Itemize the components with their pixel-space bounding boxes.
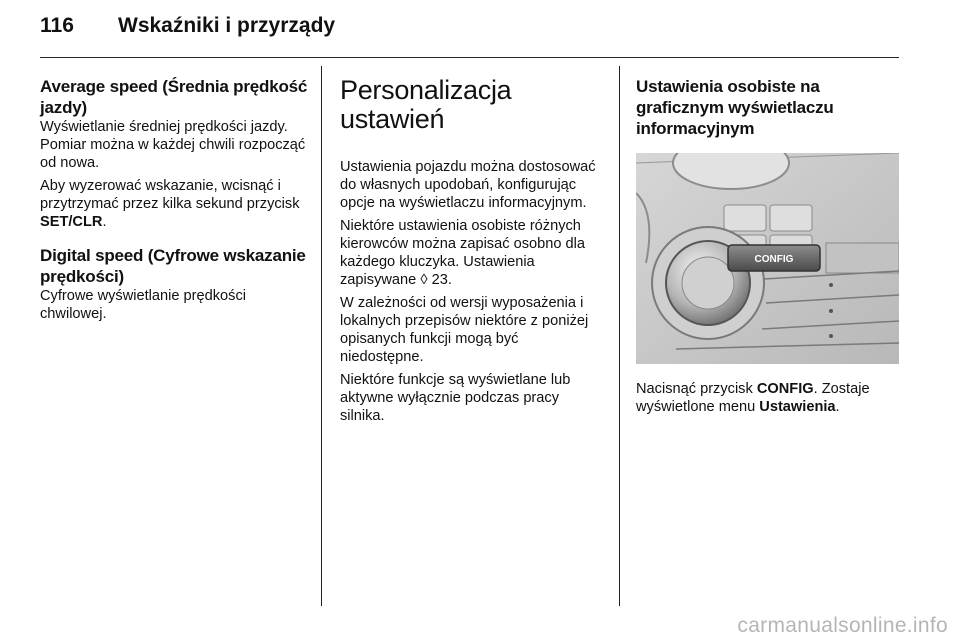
config-instructions [636, 380, 902, 416]
chapter-title: Wskaźniki i przyrządy [118, 14, 336, 37]
personalization-heading: Personalizacja ustawień [340, 75, 512, 134]
column-divider-1 [321, 66, 322, 606]
reset-text: Aby wyzerować wskazanie, wcisnąć i przytrzymać przez kilka sekund przycisk [40, 178, 300, 212]
personalization-engine-note: Niektóre funkcje są wyświetlane lub aktywne wyłącznie podczas pracy silnika. [340, 372, 571, 424]
column-left [40, 76, 308, 328]
digital-speed-heading: Digital speed (Cyfrowe wskazanie prędkości) [40, 246, 306, 286]
keys-note-text: Niektóre ustawienia osobiste różnych kierowców można zapisać osobno dla każdego kluczyka. Ustawienia zapisywane [340, 218, 585, 288]
column-middle [340, 76, 606, 430]
config-text-end: . [835, 399, 840, 415]
set-clr-button-ref: SET/CLR [40, 214, 103, 230]
page-reference-number: 23. [427, 272, 452, 288]
average-speed-heading: Average speed (Średnia prędkość jazdy) [40, 77, 308, 117]
config-text: Nacisnąć przycisk [636, 381, 757, 397]
watermark: carmanualsonline.info [737, 614, 948, 637]
digital-speed-description: Cyfrowe wyświetlanie prędkości chwilowej. [40, 288, 247, 322]
graphic-display-settings-heading: Ustawienia osobiste na graficznym wyświetlaczu informacyjnym [636, 77, 834, 138]
average-speed-reset-instructions [40, 177, 308, 231]
personalization-keys-note [340, 217, 606, 289]
page-number: 116 [40, 14, 74, 37]
config-button-ref: CONFIG [756, 381, 814, 397]
settings-menu-ref: Ustawienia [759, 399, 836, 415]
column-divider-2 [619, 66, 620, 606]
personalization-intro: Ustawienia pojazdu można dostosować do własnych upodobań, konfigurując opcje na wyświetlaczu informacyjnym. [340, 159, 596, 211]
config-button-photo [636, 153, 899, 364]
personalization-availability-note: W zależności od wersji wyposażenia i lokalnych przepisów niektóre z poniżej opisanych funkcji mogą być niedostępne. [340, 295, 589, 365]
header-divider [40, 57, 899, 58]
config-text-mid: . Zostaje wyświetlone menu [636, 381, 870, 415]
average-speed-description: Wyświetlanie średniej prędkości jazdy. Pomiar można w każdej chwili rozpocząć od nowa. [40, 119, 306, 171]
column-right [636, 76, 902, 421]
reset-text-end: . [102, 214, 107, 230]
page-reference-icon: ◊ [420, 272, 428, 288]
config-label: CONFIG [754, 254, 794, 265]
